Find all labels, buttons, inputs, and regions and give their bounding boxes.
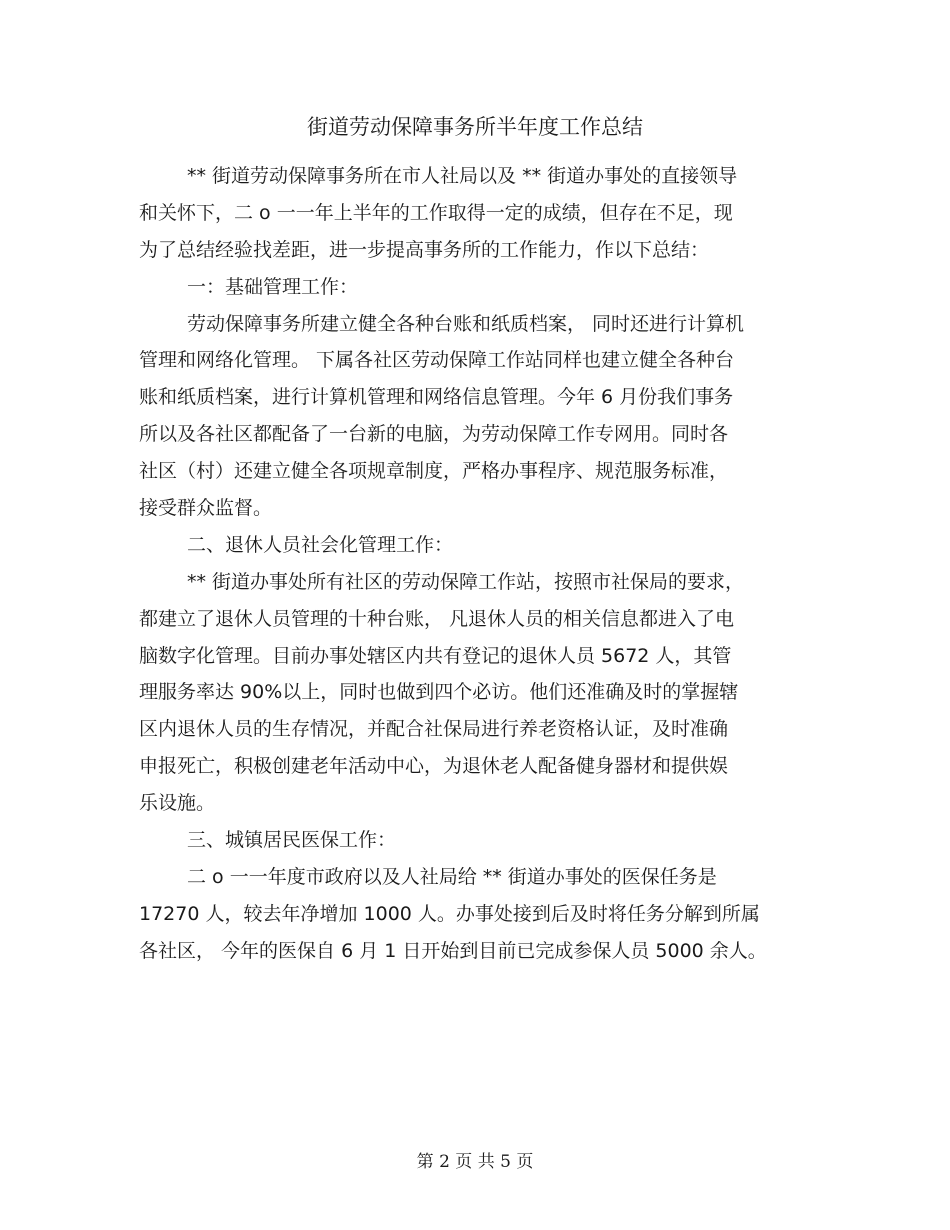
document-title: 街道劳动保障事务所半年度工作总结 [307,115,643,139]
paragraph-line: ** 街道办事处所有社区的劳动保障工作站，按照市社保局的要求， [187,570,745,593]
paragraph-line: 二 o 一一年度市政府以及人社局给 ** 街道办事处的医保任务是 [187,865,717,888]
paragraph-line: 各社区， 今年的医保自 6 月 1 日开始到目前已完成参保人员 5000 余人。 [139,939,767,962]
section-heading: 三、城镇居民医保工作： [187,829,397,852]
paragraph-line: 所以及各社区都配备了一台新的电脑，为劳动保障工作专网用。同时各 [139,423,729,446]
paragraph-line: 乐设施。 [139,792,216,815]
paragraph-line: 社区（村）还建立健全各项规章制度，严格办事程序、规范服务标准， [139,460,729,483]
paragraph-line: 脑数字化管理。目前办事处辖区内共有登记的退休人员 5672 人，其管 [139,644,732,667]
page-footer: 第 2 页 共 5 页 [416,1152,534,1172]
paragraph-line: 申报死亡，积极创建老年活动中心，为退休老人配备健身器材和提供娱 [139,755,729,778]
paragraph-line: 区内退休人员的生存情况，并配合社保局进行养老资格认证，及时准确 [139,718,729,741]
paragraph-line: 劳动保障事务所建立健全各种台账和纸质档案， 同时还进行计算机 [187,312,745,335]
paragraph-line: 理服务率达 90%以上，同时也做到四个必访。他们还准确及时的掌握辖 [139,681,739,704]
section-heading: 一：基础管理工作： [187,275,359,298]
paragraph-line: 为了总结经验找差距，进一步提高事务所的工作能力，作以下总结： [139,238,710,261]
paragraph-line: 管理和网络化管理。 下属各社区劳动保障工作站同样也建立健全各种台 [139,349,735,372]
paragraph-line: 账和纸质档案，进行计算机管理和网络信息管理。今年 6 月份我们事务 [139,386,734,409]
paragraph-line: 都建立了退休人员管理的十种台账， 凡退休人员的相关信息都进入了电 [139,607,735,630]
paragraph-line: 17270 人，较去年净增加 1000 人。办事处接到后及时将任务分解到所属 [139,902,760,925]
paragraph-line: 接受群众监督。 [139,497,273,520]
document-body [139,158,819,970]
paragraph-line: 和关怀下，二 o 一一年上半年的工作取得一定的成绩，但存在不足，现 [139,201,733,224]
paragraph-line: ** 街道劳动保障事务所在市人社局以及 ** 街道办事处的直接领导 [187,165,738,187]
section-heading: 二、退休人员社会化管理工作： [187,533,454,556]
